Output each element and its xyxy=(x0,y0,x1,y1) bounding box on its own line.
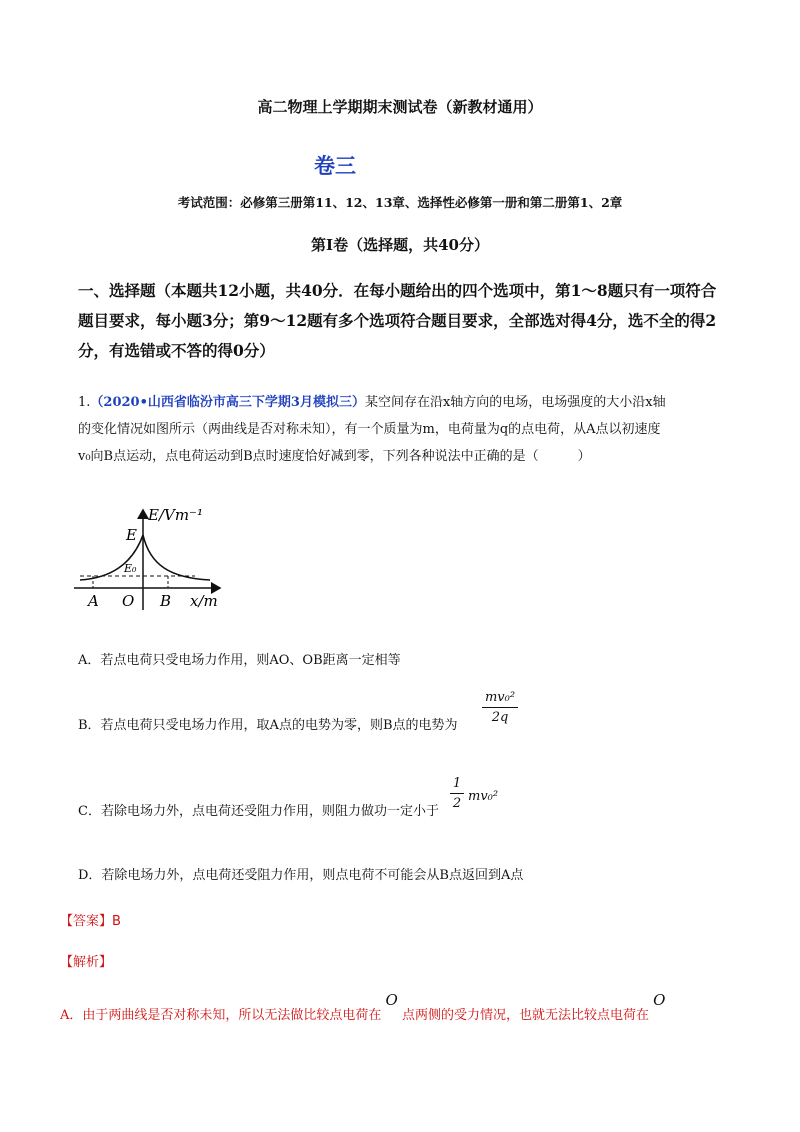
question-number: 1. xyxy=(78,395,91,410)
option-b: B．若点电荷只受电场力作用，取A点的电势为零，则B点的电势为 xyxy=(78,718,458,733)
option-c-fraction xyxy=(450,776,464,811)
option-c-tail: mv₀² xyxy=(468,789,499,804)
question-text-line1: 某空间存在沿x轴方向的电场，电场强度的大小沿x轴 xyxy=(364,395,666,410)
y-axis-label: E/Vm⁻¹ xyxy=(148,506,203,524)
point-a: A xyxy=(88,592,99,610)
right-curve xyxy=(143,535,210,580)
analysis-label: 【解析】 xyxy=(60,955,113,970)
peak-label: E xyxy=(126,526,137,544)
baseline-label: E₀ xyxy=(124,562,137,575)
explanation-o1: O xyxy=(385,991,398,1009)
option-d: D．若除电场力外，点电荷还受阻力作用，则点电荷不可能会从B点返回到A点 xyxy=(78,868,524,883)
point-o: O xyxy=(122,592,135,610)
explanation-part2: 点两侧的受力情况，也就无法比较点电荷在 xyxy=(401,1008,649,1023)
option-c-denominator: 2 xyxy=(452,796,462,811)
question-1 xyxy=(78,389,758,470)
x-axis-label: x/m xyxy=(190,592,218,610)
part-instructions: 一、选择题（本题共12小题，共40分．在每小题给出的四个选项中，第1～8题只有一项符合题目要求，每小题3分；第9～12题有多个选项符合题目要求，全部选对得4分，选不全的得2分，有选错或不答的得0分） xyxy=(78,281,717,360)
option-b-numerator: mv₀² xyxy=(484,690,516,705)
answer-label: 【答案】B xyxy=(60,914,121,929)
page-title: 高二物理上学期期末测试卷（新教材通用） xyxy=(257,98,543,116)
explanation-line xyxy=(60,991,750,1023)
section-heading: 第Ⅰ卷（选择题，共40分） xyxy=(311,236,489,254)
explanation-o2: O xyxy=(653,991,666,1009)
option-a: A．若点电荷只受电场力作用，则AO、OB距离一定相等 xyxy=(78,653,401,668)
explanation-part1: A．由于两曲线是否对称未知，所以无法做比较点电荷在 xyxy=(60,1008,382,1023)
option-b-fraction xyxy=(482,690,518,725)
option-b-denominator: 2q xyxy=(491,710,509,725)
point-b: B xyxy=(160,592,172,610)
question-text-line2: 的变化情况如图所示（两曲线是否对称未知），有一个质量为m，电荷量为q的点电荷，从A点以初速度 xyxy=(78,422,661,437)
field-graph xyxy=(70,500,240,615)
volume-label: 卷三 xyxy=(314,153,356,178)
fraction-bar xyxy=(450,793,464,794)
question-text-line3: v₀向B点运动，点电荷运动到B点时速度恰好减到零，下列各种说法中正确的是（ ） xyxy=(78,449,591,464)
option-c: C．若除电场力外，点电荷还受阻力作用，则阻力做功一定小于 xyxy=(78,804,439,819)
fraction-bar xyxy=(482,707,518,708)
exam-scope: 考试范围：必修第三册第11、12、13章、选择性必修第一册和第二册第1、2章 xyxy=(177,195,623,210)
option-c-numerator: 1 xyxy=(452,776,462,791)
question-source: （2020•山西省临汾市高三下学期3月模拟三） xyxy=(90,395,365,410)
